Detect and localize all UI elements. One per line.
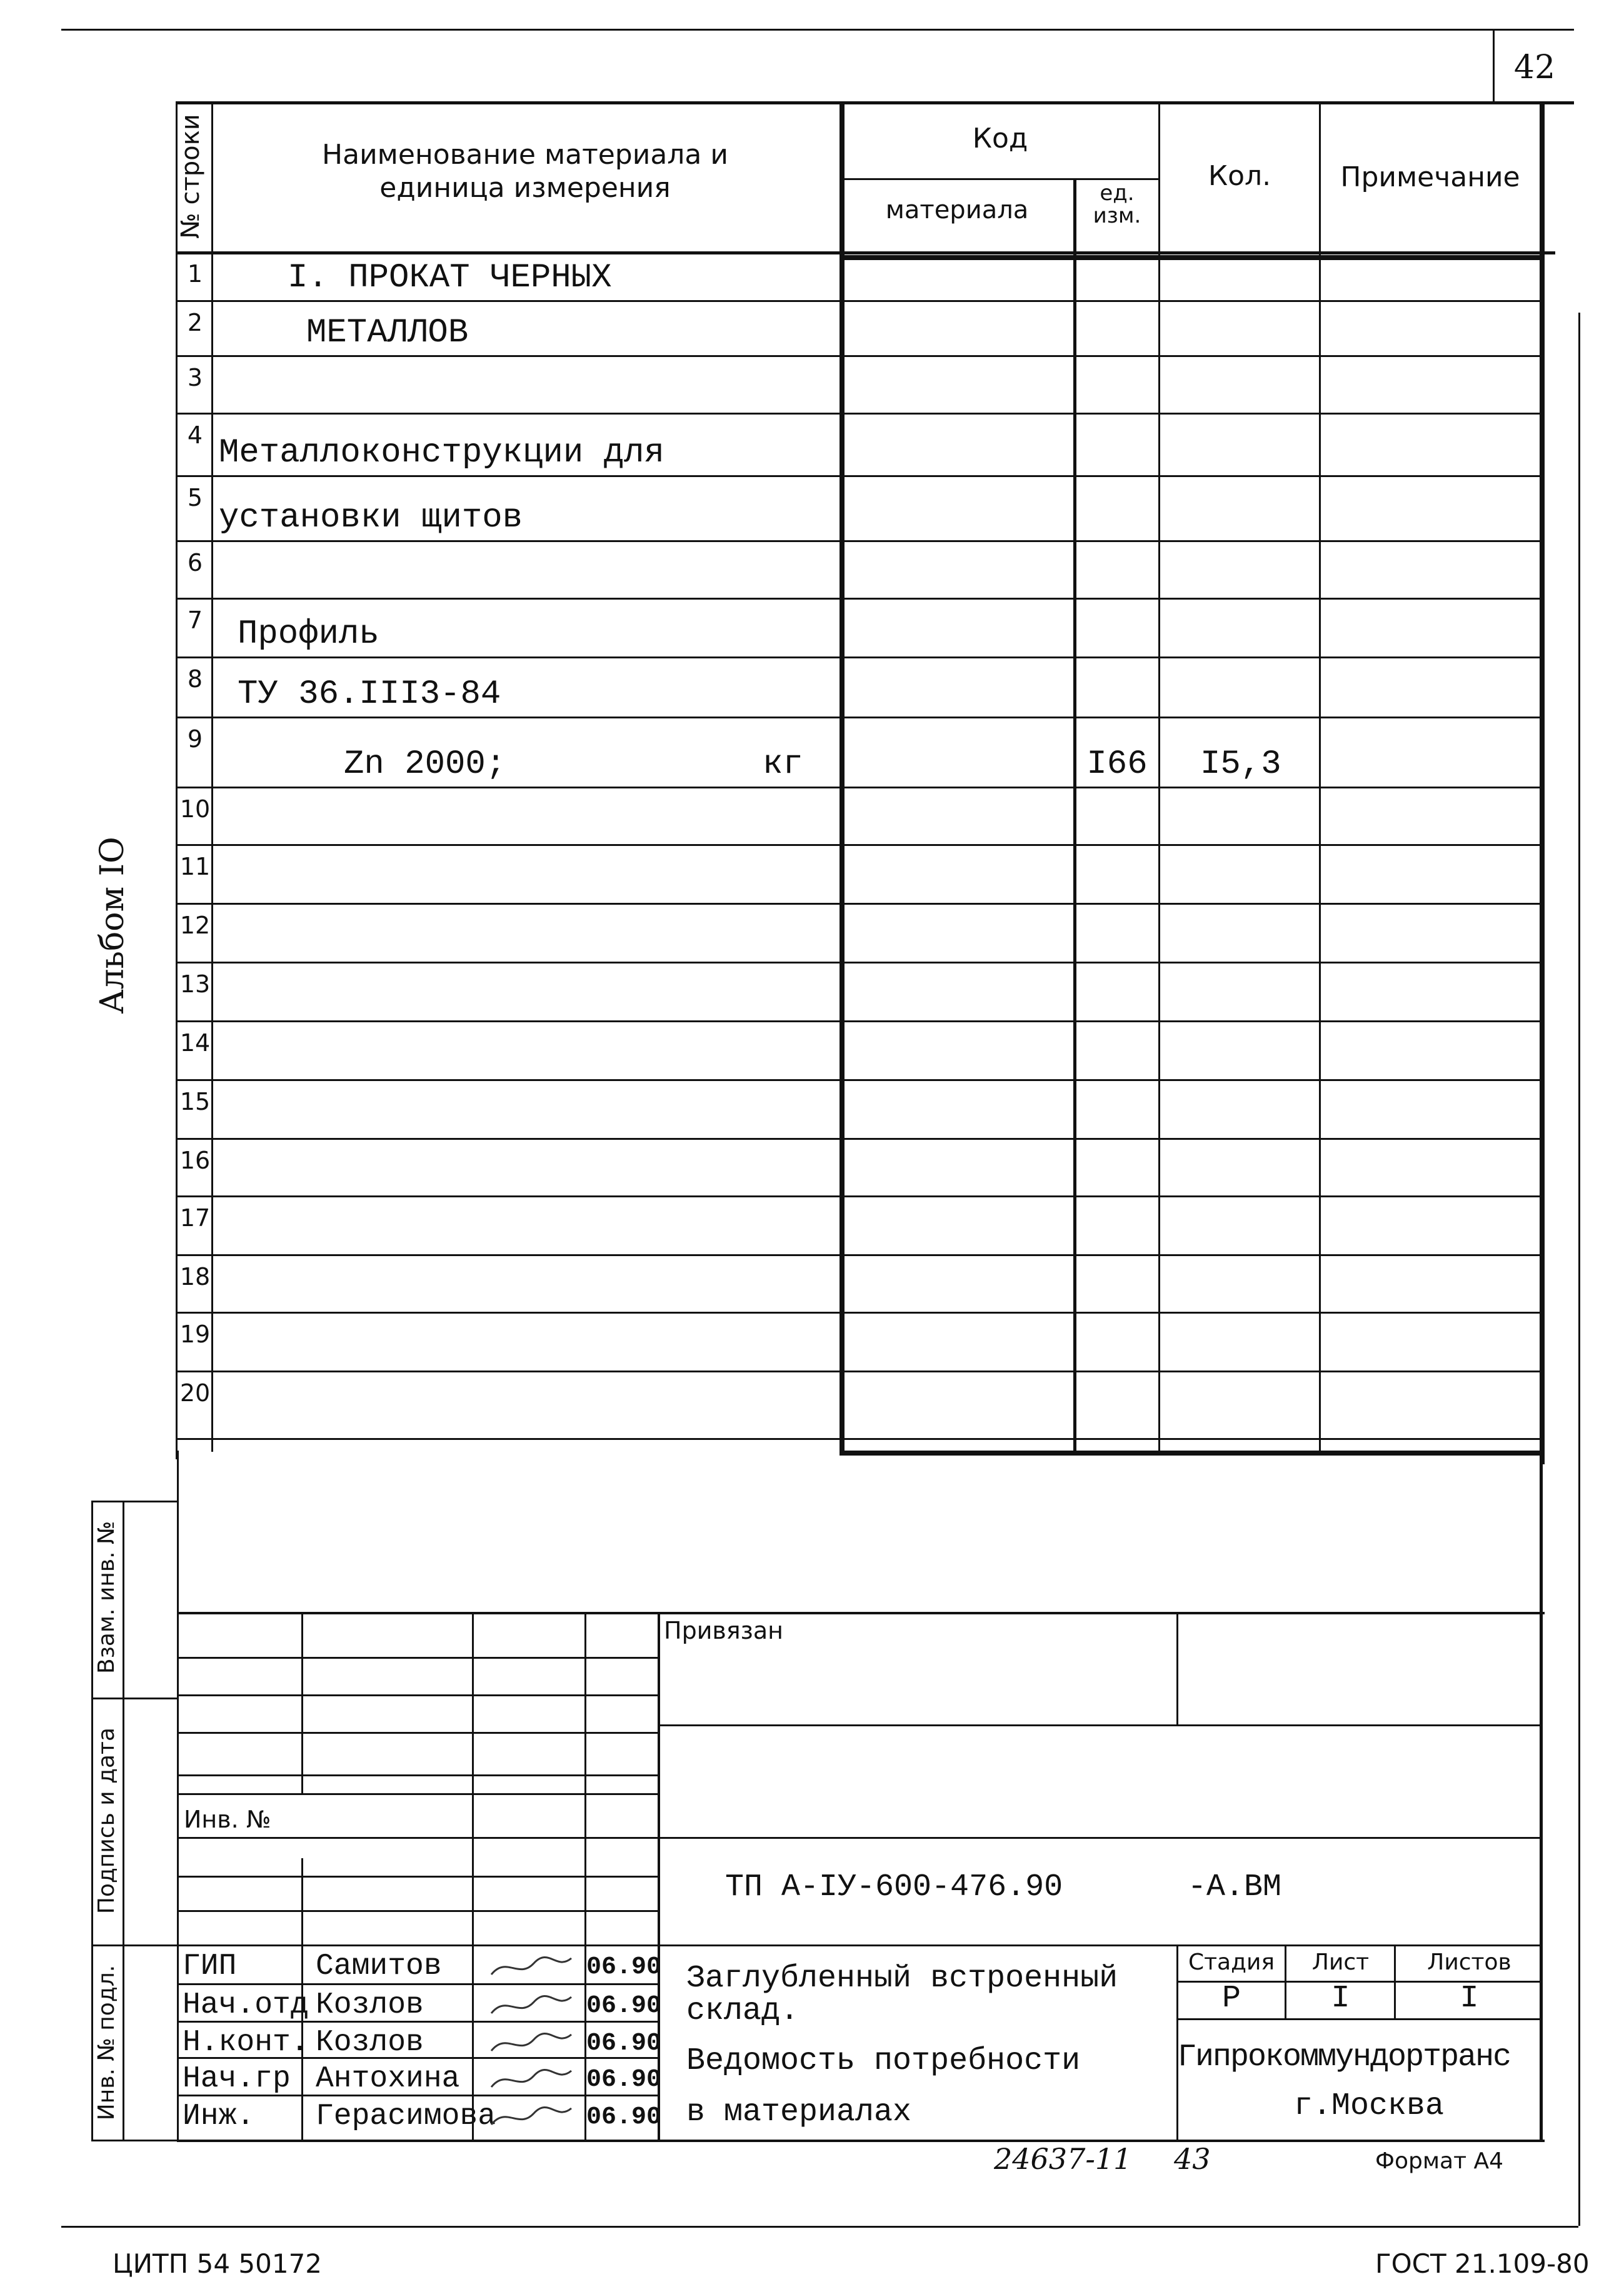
signer-date: 06.90	[586, 2066, 662, 2094]
code-subheader-line	[841, 178, 1158, 180]
inv-no-label: Инв. №	[184, 1806, 271, 1833]
row-text: ТУ 36.III3-84	[238, 675, 501, 713]
signer-name: Герасимова	[316, 2100, 496, 2133]
signer-name: Козлов	[316, 2026, 424, 2060]
signer-name: Антохина	[316, 2062, 460, 2096]
album-label: Альбом IO	[94, 837, 131, 1014]
code-col-left	[840, 101, 845, 1452]
row-divider	[177, 657, 1543, 658]
table-right-border	[1540, 101, 1545, 1464]
org-city: г.Москва	[1294, 2088, 1445, 2124]
row-number: 5	[187, 484, 203, 511]
format-label: Формат А4	[1375, 2148, 1504, 2174]
signer-role: Нач.отд	[183, 1988, 309, 2022]
row-number: 2	[187, 309, 203, 336]
sig-grid-line	[177, 1793, 659, 1795]
row-text: МЕТАЛЛОВ	[306, 314, 469, 352]
sig-col-2	[472, 1612, 474, 2141]
sig-grid-line	[177, 1837, 659, 1839]
stage-label: Стадия	[1188, 1949, 1275, 1975]
row-number: 18	[179, 1263, 211, 1290]
side-stamp-left	[91, 1501, 93, 2141]
row-divider	[177, 1371, 1543, 1372]
sig-grid-line	[177, 1732, 659, 1734]
signature-mark	[488, 1991, 575, 2026]
header-note: Примечание	[1340, 161, 1520, 193]
row-number: 13	[179, 970, 211, 998]
row-divider	[177, 1138, 1543, 1140]
row-divider	[177, 1254, 1543, 1256]
signer-name: Самитов	[316, 1949, 442, 1983]
row-divider	[177, 598, 1543, 600]
signature-mark	[488, 2102, 575, 2138]
signer-role: Инж.	[183, 2100, 255, 2133]
page-number-box-left	[1493, 29, 1495, 103]
row-number: 17	[179, 1204, 211, 1232]
privyazan-bottom	[658, 1724, 1541, 1726]
row-unit: кг	[763, 745, 803, 783]
row-text: Профиль	[238, 615, 379, 653]
header-code-material: материала	[885, 196, 1029, 224]
title-line-1: Заглубленный встроенный	[686, 1961, 1118, 1996]
title-line-3: Ведомость потребности	[686, 2043, 1081, 2079]
footer-line	[61, 2226, 1578, 2228]
row-number: 8	[187, 665, 203, 693]
title-line-2: склад.	[686, 1993, 799, 2029]
row-number: 9	[187, 725, 203, 753]
sheet-col-left	[1285, 1944, 1286, 2018]
row-divider	[177, 413, 1543, 415]
row-text: I. ПРОКАТ ЧЕРНЫХ	[288, 259, 612, 297]
row-number: 7	[187, 606, 203, 634]
stamp-right-border	[1540, 1451, 1543, 2141]
stage-value: Р	[1221, 1981, 1241, 2016]
row-divider	[177, 1020, 1543, 1022]
privyazan-right-col	[1176, 1612, 1178, 1724]
header-name: Наименование материала и единица измерения	[322, 139, 728, 204]
row-divider	[177, 475, 1543, 477]
privyazan-label: Привязан	[664, 1617, 783, 1644]
signature-mark	[488, 2065, 575, 2100]
stage-value-line	[1176, 2018, 1541, 2020]
sheet-value: I	[1331, 1981, 1350, 2016]
signer-date: 06.90	[586, 1992, 662, 2020]
row-divider	[177, 844, 1543, 846]
docode-bottom	[658, 1944, 1541, 1946]
sig-grid-line	[177, 1910, 659, 1912]
header-code-unit: ед. изм.	[1093, 181, 1141, 228]
handwritten-page: 43	[1174, 2142, 1211, 2176]
header-qty: Кол.	[1208, 160, 1271, 192]
signer-name: Козлов	[316, 1988, 424, 2022]
row-text: Zn 2000;	[344, 745, 506, 783]
row-number: 20	[179, 1379, 211, 1407]
footer-right: ГОСТ 21.109-80	[1375, 2248, 1590, 2279]
side-stamp-mid	[123, 1501, 124, 2141]
document-code: ТП А-IУ-600-476.90	[725, 1869, 1063, 1905]
row-code-unit: I66	[1086, 745, 1148, 783]
sig-grid-line	[177, 1944, 659, 1946]
side-label-inv-podl: Инв. № подл.	[94, 1965, 119, 2121]
signature-mark	[488, 2028, 575, 2064]
row-divider	[177, 962, 1543, 963]
sheets-col-left	[1394, 1944, 1396, 2018]
table-body-top-thick	[840, 255, 1545, 260]
page-number: 42	[1513, 49, 1556, 86]
header-bottom-border	[177, 251, 1555, 254]
title-line-4: в материалах	[686, 2095, 912, 2130]
sheets-value: I	[1460, 1981, 1479, 2016]
table-top-border	[177, 101, 1574, 104]
row-text: Металлоконструкции для	[219, 434, 664, 472]
row-number: 4	[187, 421, 203, 449]
side-stamp-bottom	[91, 2140, 179, 2141]
row-divider	[177, 1438, 1543, 1440]
signer-date: 06.90	[586, 2030, 662, 2058]
qty-col-left	[1158, 101, 1160, 1452]
row-number: 12	[179, 912, 211, 939]
row-divider	[177, 787, 1543, 788]
row-divider	[177, 717, 1543, 718]
side-label-vzam: Взам. инв. №	[94, 1521, 119, 1674]
row-divider	[177, 1079, 1543, 1081]
row-number: 11	[179, 853, 211, 880]
row-number: 15	[179, 1088, 211, 1115]
handwritten-ref: 24637-11	[994, 2142, 1132, 2176]
row-divider	[177, 1312, 1543, 1314]
footer-left: ЦИТП 54 50172	[113, 2248, 323, 2279]
row-divider	[177, 1195, 1543, 1197]
row-divider	[177, 540, 1543, 542]
header-code: Код	[972, 123, 1028, 154]
signer-role: Нач.гр	[183, 2062, 291, 2096]
header-row-no: № строки	[176, 114, 205, 239]
code-unit-col-left	[1073, 178, 1076, 1452]
sig-col-1b	[301, 1858, 303, 2141]
row-number: 1	[187, 260, 203, 288]
sig-grid-line	[177, 1657, 659, 1659]
side-label-podpis: Подпись и дата	[94, 1727, 119, 1914]
org-name: Гипрокоммундортранс	[1178, 2040, 1511, 2075]
right-edge-line	[1578, 313, 1580, 2226]
row-number: 6	[187, 549, 203, 576]
sheet-label: Лист	[1311, 1949, 1370, 1975]
top-border-line	[61, 29, 1574, 31]
signer-row-line	[177, 1983, 659, 1985]
sheets-label: Листов	[1427, 1949, 1511, 1975]
signer-date: 06.90	[586, 2103, 662, 2131]
side-stamp-div2	[91, 1944, 179, 1946]
row-number: 10	[179, 795, 211, 823]
signer-role: Н.конт.	[183, 2026, 309, 2060]
row-divider	[177, 903, 1543, 905]
sig-grid-line	[177, 1774, 659, 1776]
docode-top	[658, 1837, 1541, 1839]
signer-date: 06.90	[586, 1953, 662, 1981]
document-code-suffix: -А.ВМ	[1188, 1869, 1282, 1905]
row-number: 19	[179, 1321, 211, 1348]
signer-role: ГИП	[183, 1949, 237, 1983]
sig-grid-line	[177, 1876, 659, 1878]
row-qty: I5,3	[1200, 745, 1281, 783]
row-text: установки щитов	[219, 499, 523, 537]
rowno-col-border	[211, 101, 213, 1452]
row-divider	[177, 300, 1543, 302]
signature-mark	[488, 1952, 575, 1988]
row-number: 3	[187, 364, 203, 391]
stamp-top-line	[177, 1612, 1545, 1614]
sig-col-3	[584, 1612, 586, 2141]
signer-row-line	[177, 2140, 659, 2141]
row-divider	[177, 355, 1543, 357]
sig-grid-line	[177, 1694, 659, 1696]
sig-col-4	[658, 1612, 660, 2141]
side-stamp-top	[91, 1501, 179, 1502]
note-col-left	[1319, 101, 1321, 1452]
row-number: 14	[179, 1029, 211, 1057]
side-stamp-div1	[91, 1698, 179, 1699]
sig-col-1	[301, 1612, 303, 1793]
row-number: 16	[179, 1147, 211, 1174]
stamp-left-border	[177, 1451, 179, 2141]
table-body-bottom-border	[840, 1451, 1545, 1456]
